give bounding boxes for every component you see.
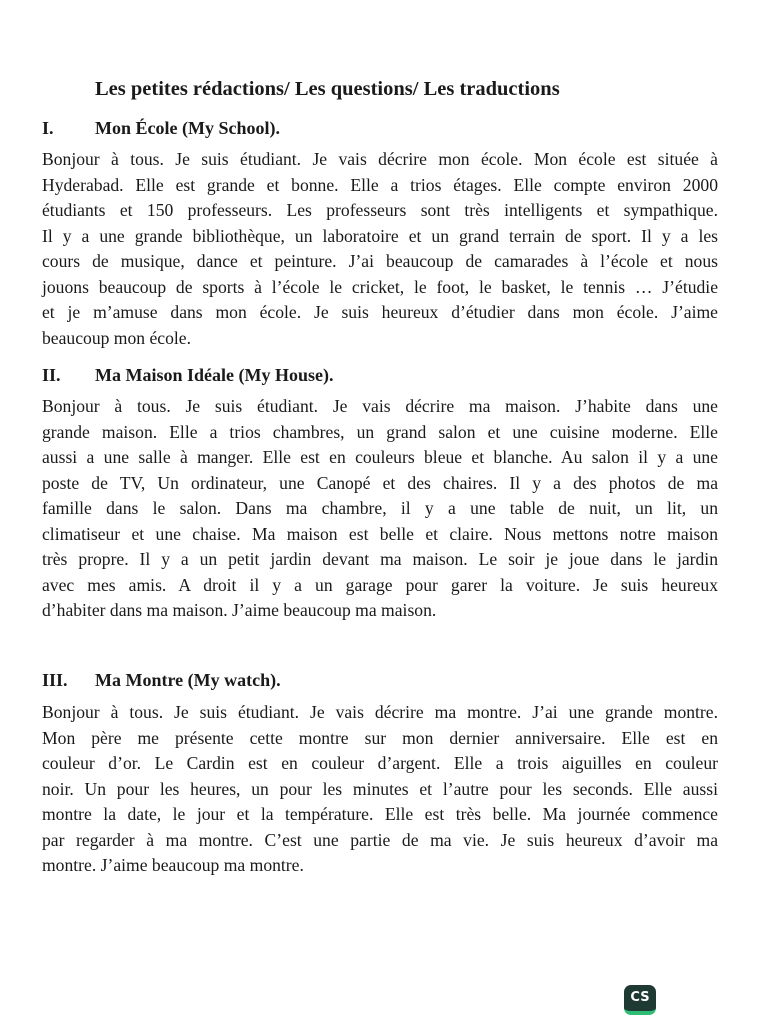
paragraph-line: par regarder à ma montre. C’est une partie de ma vie. Je suis heureux d’avoir ma [42,829,718,850]
logo-text: CS [630,990,650,1005]
paragraph-line: avec mes amis. A droit il y a un garage pour garer la voiture. Je suis heureux [42,574,718,595]
section-body-my-house [42,394,718,624]
section-heading-my-school [42,118,280,139]
camscanner-logo-icon [624,985,656,1015]
paragraph-line: noir. Un pour les heures, un pour les minutes et l’autre pour les seconds. Elle aussi [42,778,718,799]
section-heading-my-watch [42,670,281,691]
section-number: III. [42,670,68,690]
section-heading-my-house [42,365,333,386]
paragraph-line: Mon père me présente cette montre sur mon dernier anniversaire. Elle est en [42,727,718,748]
paragraph-line: Il y a une grande bibliothèque, un laboratoire et un grand terrain de sport. Il y a les [42,225,718,246]
paragraph-line: cours de musique, dance et peinture. J’ai beaucoup de camarades à l’école et nous [42,251,718,271]
paragraph-line: grande maison. Elle a trios chambres, un grand salon et une cuisine moderne. Elle [42,421,718,442]
paragraph-line: Bonjour à tous. Je suis étudiant. Je vais décrire mon école. Mon école est située à [42,149,718,169]
page-title: Les petites rédactions/ Les questions/ Les traductions [95,78,560,100]
paragraph-line: Hyderabad. Elle est grande et bonne. Elle a trios étages. Elle compte environ 2000 [42,174,718,195]
paragraph-line: climatiseur et une chaise. Ma maison est belle et claire. Nous mettons notre maison [42,523,718,544]
paragraph-line: famille dans le salon. Dans ma chambre, il y a une table de nuit, un lit, un [42,498,718,518]
paragraph-line: montre la date, le jour et la température. Elle est très belle. Ma journée commence [42,804,718,824]
paragraph-line: et je m’amuse dans mon école. Je suis heureux d’étudier dans mon école. J’aime [42,302,718,322]
section-number: II. [42,365,61,385]
paragraph-line: jouons beaucoup de sports à l’école le cricket, le foot, le basket, le tennis … J’étudie [42,276,718,297]
paragraph-line: beaucoup mon école. [42,327,191,348]
paragraph-line: couleur d’or. Le Cardin est en couleur d’argent. Elle a trois aiguilles en couleur [42,753,718,773]
paragraph-line: montre. J’aime beaucoup ma montre. [42,855,304,875]
paragraph-line: très propre. Il y a un petit jardin devant ma maison. Le soir je joue dans le jardin [42,549,718,569]
paragraph-line: poste de TV, Un ordinateur, une Canopé et des chaires. Il y a des photos de ma [42,472,718,493]
paragraph-line: aussi a une salle à manger. Elle est en couleurs bleue et blanche. Au salon il y a une [42,447,718,467]
paragraph-line: Bonjour à tous. Je suis étudiant. Je vais décrire ma maison. J’habite dans une [42,396,718,416]
section-body-my-school [42,147,718,351]
section-title: Ma Maison Idéale (My House). [95,365,334,385]
section-title: Mon École (My School). [95,118,280,138]
paragraph-line: d’habiter dans ma maison. J’aime beaucoup ma maison. [42,600,437,620]
section-number: I. [42,118,54,138]
paragraph-line: Bonjour à tous. Je suis étudiant. Je vais décrire ma montre. J’ai une grande montre. [42,702,718,722]
paragraph-line: étudiants et 150 professeurs. Les professeurs sont très intelligents et sympathique. [42,200,718,220]
section-body-my-watch [42,700,718,879]
section-title: Ma Montre (My watch). [95,670,281,690]
